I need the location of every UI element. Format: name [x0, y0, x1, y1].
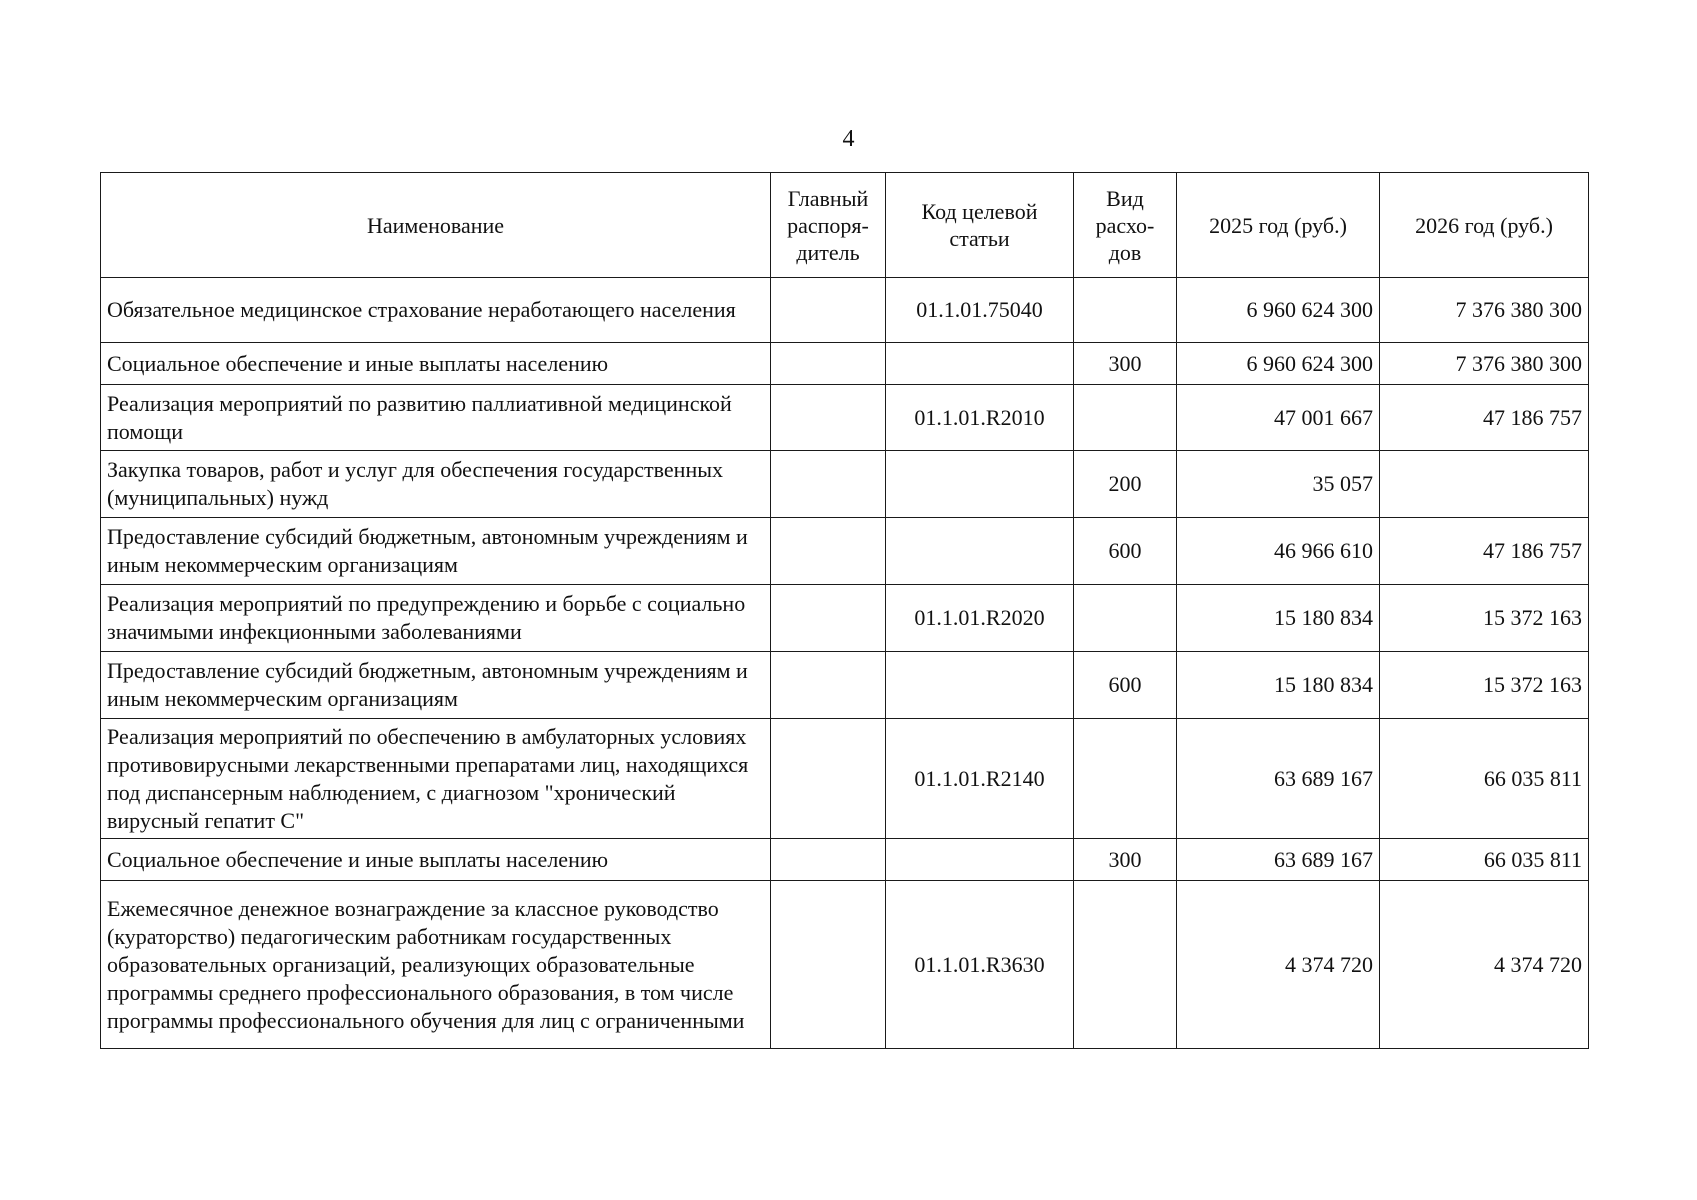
cell-name: Социальное обеспечение и иные выплаты населению [101, 343, 771, 385]
cell-manager [771, 652, 886, 719]
budget-table [100, 172, 1589, 1049]
table-row [101, 719, 1589, 839]
cell-manager [771, 518, 886, 585]
table-row [101, 385, 1589, 451]
cell-year-2025: 15 180 834 [1177, 585, 1380, 652]
cell-manager [771, 451, 886, 518]
cell-name: Обязательное медицинское страхование неработающего населения [101, 278, 771, 343]
cell-target-code: 01.1.01.75040 [886, 278, 1074, 343]
cell-expense-kind: 600 [1074, 652, 1177, 719]
cell-manager [771, 385, 886, 451]
cell-target-code [886, 343, 1074, 385]
cell-year-2026: 7 376 380 300 [1380, 343, 1589, 385]
cell-name: Реализация мероприятий по обеспечению в амбулаторных условиях противовирусными лекарственными препаратами лиц, находящихся под диспансерным наблюдением, с диагнозом "хронический вирусный гепатит С" [101, 719, 771, 839]
table-row [101, 451, 1589, 518]
cell-target-code [886, 518, 1074, 585]
cell-expense-kind: 600 [1074, 518, 1177, 585]
cell-year-2025: 6 960 624 300 [1177, 343, 1380, 385]
cell-expense-kind [1074, 881, 1177, 1049]
header-manager: Главный распоря-дитель [771, 173, 886, 278]
table-row [101, 839, 1589, 881]
cell-manager [771, 839, 886, 881]
table-row [101, 278, 1589, 343]
cell-expense-kind [1074, 278, 1177, 343]
cell-year-2026: 15 372 163 [1380, 585, 1589, 652]
cell-year-2025: 63 689 167 [1177, 839, 1380, 881]
cell-expense-kind [1074, 719, 1177, 839]
table-row [101, 343, 1589, 385]
cell-year-2026 [1380, 451, 1589, 518]
table-header-row [101, 173, 1589, 278]
cell-name: Реализация мероприятий по предупреждению и борьбе с социально значимыми инфекционными заболеваниями [101, 585, 771, 652]
cell-year-2025: 35 057 [1177, 451, 1380, 518]
cell-manager [771, 881, 886, 1049]
cell-year-2025: 4 374 720 [1177, 881, 1380, 1049]
cell-manager [771, 585, 886, 652]
cell-year-2026: 47 186 757 [1380, 518, 1589, 585]
cell-year-2026: 15 372 163 [1380, 652, 1589, 719]
cell-target-code: 01.1.01.R3630 [886, 881, 1074, 1049]
cell-expense-kind [1074, 585, 1177, 652]
cell-target-code [886, 652, 1074, 719]
cell-name: Реализация мероприятий по развитию паллиативной медицинской помощи [101, 385, 771, 451]
cell-expense-kind: 200 [1074, 451, 1177, 518]
header-year-2026: 2026 год (руб.) [1380, 173, 1589, 278]
table-row [101, 881, 1589, 1049]
cell-expense-kind: 300 [1074, 839, 1177, 881]
table-row [101, 585, 1589, 652]
cell-year-2025: 15 180 834 [1177, 652, 1380, 719]
cell-name: Предоставление субсидий бюджетным, автономным учреждениям и иным некоммерческим организациям [101, 652, 771, 719]
table-row [101, 652, 1589, 719]
header-name: Наименование [101, 173, 771, 278]
cell-year-2025: 47 001 667 [1177, 385, 1380, 451]
cell-name: Предоставление субсидий бюджетным, автономным учреждениям и иным некоммерческим организациям [101, 518, 771, 585]
header-year-2025: 2025 год (руб.) [1177, 173, 1380, 278]
cell-name: Закупка товаров, работ и услуг для обеспечения государственных (муниципальных) нужд [101, 451, 771, 518]
cell-expense-kind: 300 [1074, 343, 1177, 385]
cell-manager [771, 343, 886, 385]
cell-target-code: 01.1.01.R2010 [886, 385, 1074, 451]
cell-target-code [886, 839, 1074, 881]
cell-year-2026: 4 374 720 [1380, 881, 1589, 1049]
cell-target-code [886, 451, 1074, 518]
table-row [101, 518, 1589, 585]
cell-manager [771, 719, 886, 839]
cell-year-2025: 6 960 624 300 [1177, 278, 1380, 343]
cell-name: Ежемесячное денежное вознаграждение за классное руководство (кураторство) педагогическим работникам государственных образовательных организаций, реализующих образовательные программы среднего профессионального образования, в том числе программы профессионального обучения для лиц с ограниченными [101, 881, 771, 1049]
header-expense-kind: Вид расхо-дов [1074, 173, 1177, 278]
cell-target-code: 01.1.01.R2140 [886, 719, 1074, 839]
page-number: 4 [842, 126, 855, 152]
cell-year-2026: 66 035 811 [1380, 719, 1589, 839]
cell-manager [771, 278, 886, 343]
cell-year-2026: 66 035 811 [1380, 839, 1589, 881]
cell-year-2025: 63 689 167 [1177, 719, 1380, 839]
cell-year-2026: 47 186 757 [1380, 385, 1589, 451]
cell-expense-kind [1074, 385, 1177, 451]
cell-name: Социальное обеспечение и иные выплаты населению [101, 839, 771, 881]
cell-target-code: 01.1.01.R2020 [886, 585, 1074, 652]
cell-year-2026: 7 376 380 300 [1380, 278, 1589, 343]
cell-year-2025: 46 966 610 [1177, 518, 1380, 585]
header-target-code: Код целевой статьи [886, 173, 1074, 278]
